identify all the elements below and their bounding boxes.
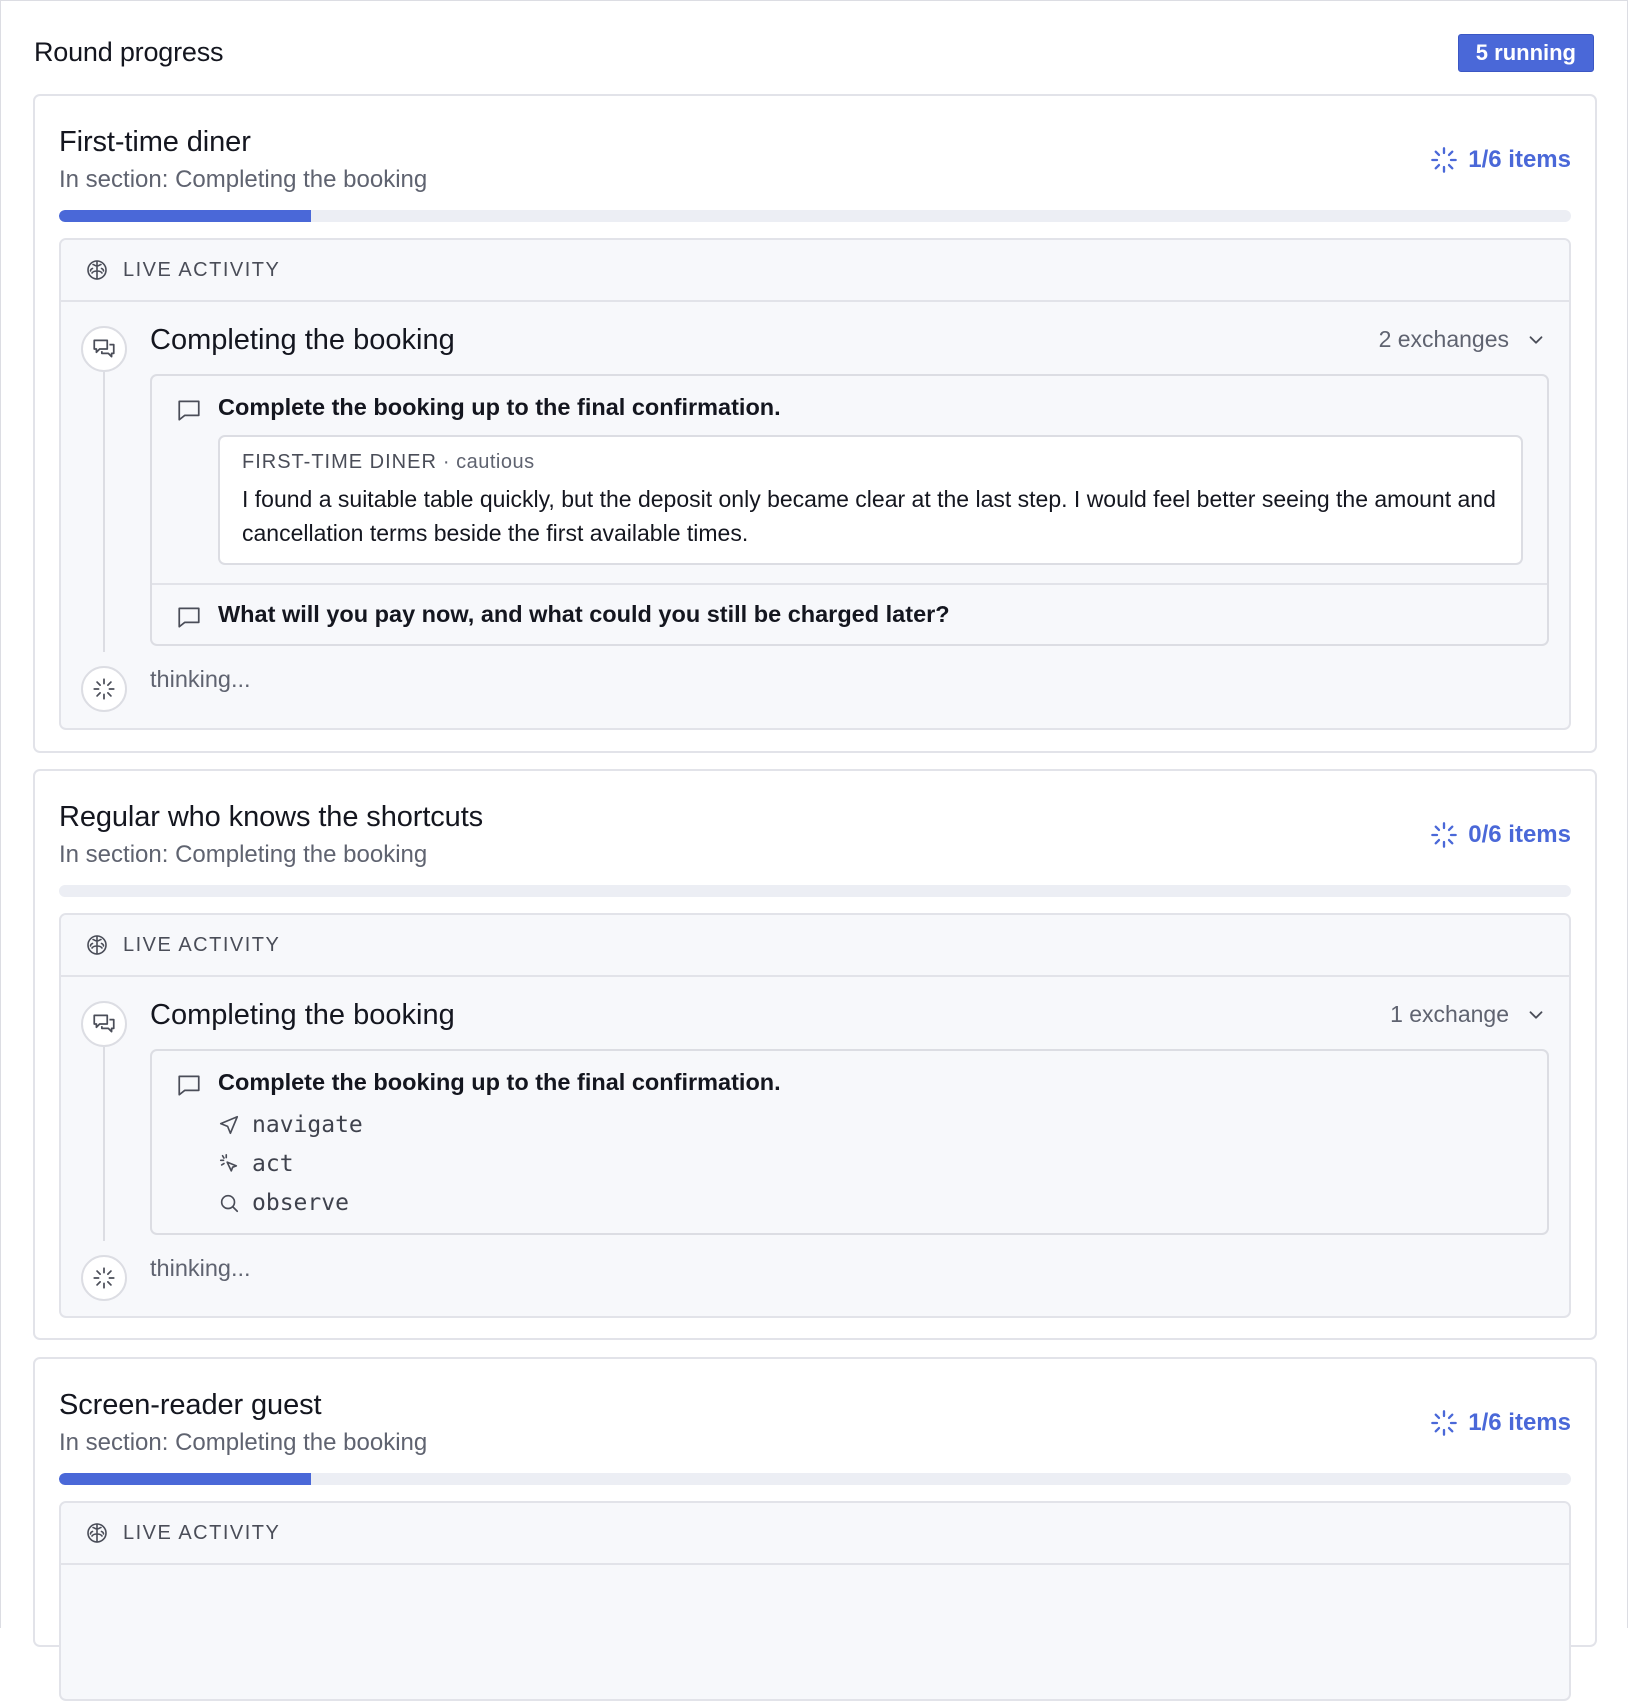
spinner-icon — [91, 1265, 117, 1291]
progress-bar — [59, 885, 1571, 897]
reply-tone: · cautious — [442, 451, 535, 473]
reply-persona: FIRST-TIME DINER — [242, 451, 437, 473]
activity-section-title: Completing the booking — [150, 324, 455, 356]
tool-calls-list — [218, 1105, 363, 1222]
live-activity-panel — [59, 913, 1571, 1318]
exchange-prompt: What will you pay now, and what could you still be charged later? — [218, 601, 950, 627]
persona-title: Screen-reader guest — [59, 1389, 322, 1421]
timeline-connector — [103, 1047, 105, 1241]
spinner-icon — [1430, 821, 1458, 849]
tool-call-label: observe — [252, 1189, 349, 1216]
spinner-icon — [1430, 1409, 1458, 1437]
exchanges-count: 1 exchange — [1390, 1001, 1509, 1027]
brain-icon — [85, 1521, 109, 1545]
progress-bar — [59, 210, 1571, 222]
progress-bar-fill — [59, 210, 311, 222]
items-progress-label — [1430, 144, 1571, 176]
timeline-connector — [103, 372, 105, 652]
exchanges-list — [150, 1049, 1549, 1235]
live-activity-label: LIVE ACTIVITY — [123, 933, 281, 956]
tool-call-item — [218, 1183, 363, 1222]
live-activity-panel — [59, 1501, 1571, 1701]
progress-bar-fill — [59, 1473, 311, 1485]
exchange-prompt: Complete the booking up to the final confirmation. — [218, 394, 781, 420]
reply-text: I found a suitable table quickly, but the deposit only became clear at the last step. I would feel better seeing the amount and cancellation terms beside the first available times. — [242, 486, 1496, 546]
spinner-icon — [1430, 146, 1458, 174]
activity-section-title: Completing the booking — [150, 999, 455, 1031]
persona-section: In section: Completing the booking — [59, 166, 428, 193]
persona-title: Regular who knows the shortcuts — [59, 801, 484, 833]
items-progress-label — [1430, 819, 1571, 851]
chat-bubbles-icon — [91, 1011, 117, 1037]
persona-reply — [218, 435, 1523, 565]
message-icon — [176, 397, 202, 423]
live-activity-label: LIVE ACTIVITY — [123, 1521, 281, 1544]
items-count: 1/6 items — [1468, 1409, 1571, 1436]
chat-step-marker — [81, 1001, 127, 1047]
exchange-item — [152, 376, 1547, 583]
live-activity-label: LIVE ACTIVITY — [123, 258, 281, 281]
tool-call-item — [218, 1144, 363, 1183]
cursor-click-icon — [218, 1153, 240, 1175]
panel-header — [34, 33, 1594, 75]
tool-call-item — [218, 1105, 363, 1144]
thinking-status: thinking... — [150, 666, 251, 692]
items-progress-label — [1430, 1407, 1571, 1439]
chat-bubbles-icon — [91, 336, 117, 362]
progress-bar — [59, 1473, 1571, 1485]
persona-section: In section: Completing the booking — [59, 841, 428, 868]
chat-step-marker — [81, 326, 127, 372]
items-count: 1/6 items — [1468, 146, 1571, 173]
persona-card-regular[interactable] — [33, 769, 1597, 1340]
live-activity-header — [61, 240, 1569, 302]
exchanges-count: 2 exchanges — [1378, 326, 1509, 352]
persona-card-screen-reader[interactable] — [33, 1357, 1597, 1647]
brain-icon — [85, 933, 109, 957]
chevron-down-icon — [1525, 1004, 1547, 1026]
items-count: 0/6 items — [1468, 821, 1571, 848]
navigate-icon — [218, 1114, 240, 1136]
exchanges-toggle[interactable] — [1390, 1001, 1547, 1028]
tool-call-label: navigate — [252, 1111, 363, 1138]
exchanges-list — [150, 374, 1549, 646]
exchange-item — [152, 1051, 1547, 1233]
persona-card-first-time-diner[interactable] — [33, 94, 1597, 753]
panel-title: Round progress — [34, 37, 224, 67]
search-icon — [218, 1192, 240, 1214]
tool-call-label: act — [252, 1150, 294, 1177]
exchange-prompt: Complete the booking up to the final confirmation. — [218, 1069, 781, 1095]
exchange-item — [152, 583, 1547, 646]
message-icon — [176, 1072, 202, 1098]
chevron-down-icon — [1525, 329, 1547, 351]
message-icon — [176, 604, 202, 630]
live-activity-header — [61, 915, 1569, 977]
thinking-status: thinking... — [150, 1255, 251, 1281]
live-activity-header — [61, 1503, 1569, 1565]
reply-meta — [242, 451, 1499, 474]
persona-section: In section: Completing the booking — [59, 1429, 428, 1456]
brain-icon — [85, 258, 109, 282]
persona-title: First-time diner — [59, 126, 251, 158]
exchanges-toggle[interactable] — [1379, 326, 1547, 353]
thinking-step-marker — [81, 1255, 127, 1301]
live-activity-panel — [59, 238, 1571, 730]
thinking-step-marker — [81, 666, 127, 712]
running-count-badge: 5 running — [1458, 34, 1594, 72]
spinner-icon — [91, 676, 117, 702]
